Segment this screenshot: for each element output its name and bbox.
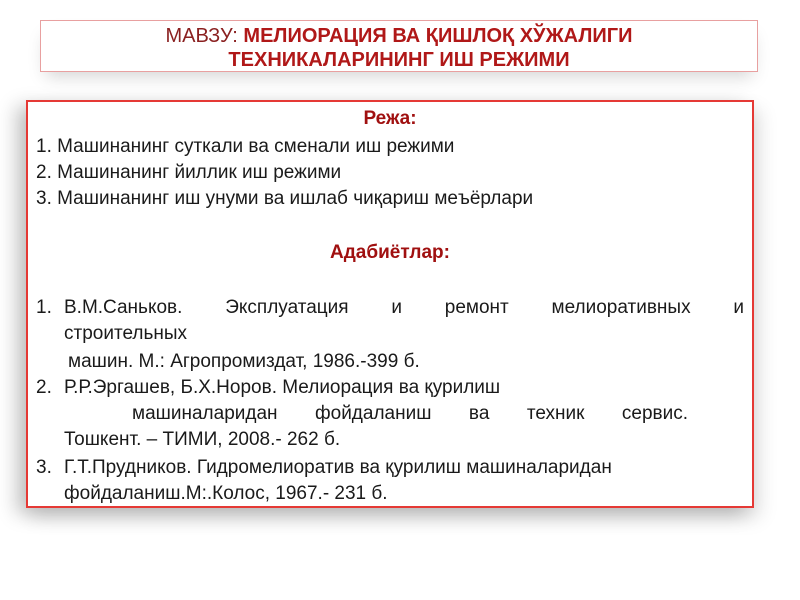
title-main: МЕЛИОРАЦИЯ ВА ҚИШЛОҚ ХЎЖАЛИГИ [243,25,633,47]
literature-2-line-2: машиналаридан фойдаланиш ва техник сервис. [132,403,688,424]
title-prefix: МАВЗУ: [165,25,244,47]
literature-number-3: 3. [36,457,52,478]
title-box [40,20,758,72]
literature-3-line-1: Г.Т.Прудников. Гидромелиоратив ва қурилиш машиналаридан [64,457,612,478]
plan-heading: Режа: [363,108,417,129]
literature-heading: Адабиётлар: [330,242,450,263]
literature-1-line-3: машин. М.: Агропромиздат, 1986.-399 б. [68,351,420,372]
plan-item-2: 2. Машинанинг йиллик иш режими [36,162,342,183]
literature-1-line-2: строительных [64,323,188,344]
literature-3-line-2: фойдаланиш.М:.Колос, 1967.- 231 б. [64,483,388,504]
literature-2-line-3: Тошкент. – ТИМИ, 2008.- 262 б. [64,429,341,450]
title-line-1 [41,24,757,48]
title-line-2: ТЕХНИКАЛАРИНИНГ ИШ РЕЖИМИ [228,49,570,71]
content-box [26,100,754,508]
literature-1-line-1: В.М.Саньков. Эксплуатация и ремонт мелиоративных и [64,297,744,318]
literature-number-1: 1. [36,297,52,318]
literature-2-line-1: Р.Р.Эргашев, Б.Х.Норов. Мелиорация ва қурилиш [64,377,501,398]
plan-item-3: 3. Машинанинг иш унуми ва ишлаб чиқариш меъёрлари [36,188,534,209]
literature-number-2: 2. [36,377,52,398]
plan-item-1: 1. Машинанинг суткали ва сменали иш режими [36,136,455,157]
